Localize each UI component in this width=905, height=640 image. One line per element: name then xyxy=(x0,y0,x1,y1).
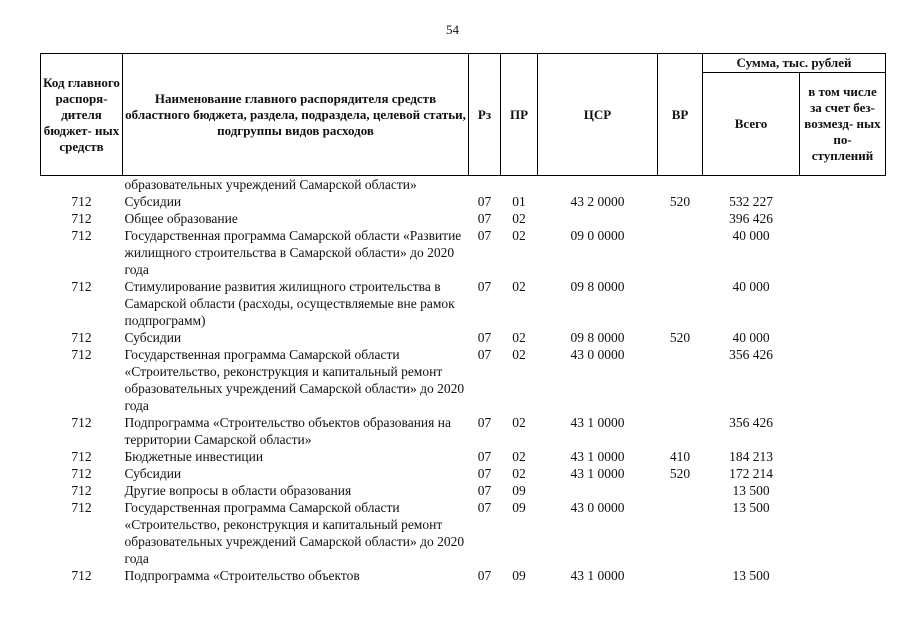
budget-table xyxy=(40,53,886,584)
cell-total: 396 426 xyxy=(729,211,773,226)
page-number: 54 xyxy=(446,22,459,37)
col-header-pr: ПР xyxy=(501,54,538,176)
cell-csr xyxy=(538,210,658,227)
cell-name: Другие вопросы в области образования xyxy=(124,483,352,498)
cell-rz: 07 xyxy=(477,194,492,209)
cell-total: 40 000 xyxy=(732,330,770,345)
cell-name: Государственная программа Самарской области «Строительство, реконструкция и капитальный ремонт образовательных учреждений Самарской области» до 2020 года xyxy=(124,347,465,413)
cell-name: Государственная программа Самарской области «Развитие жилищного строительства в Самарской области» до 2020 года xyxy=(124,228,462,277)
table-row xyxy=(41,567,886,584)
table-row xyxy=(41,448,886,465)
cell-incl xyxy=(800,499,886,567)
cell-vr: 520 xyxy=(669,194,691,209)
cell-incl xyxy=(800,482,886,499)
cell-vr xyxy=(658,176,703,194)
cell-vr xyxy=(658,499,703,567)
table-row xyxy=(41,176,886,194)
cell-incl xyxy=(800,567,886,584)
cell-total: 356 426 xyxy=(729,415,773,430)
col-header-rz: Рз xyxy=(469,54,501,176)
cell-total: 356 426 xyxy=(729,347,773,362)
cell-csr: 43 2 0000 xyxy=(570,194,625,209)
cell-code: 712 xyxy=(71,500,92,515)
cell-csr: 43 1 0000 xyxy=(570,466,625,481)
cell-rz: 07 xyxy=(477,483,492,498)
cell-total: 532 227 xyxy=(729,194,773,209)
cell-code: 712 xyxy=(71,449,92,464)
table-row xyxy=(41,414,886,448)
cell-pr: 09 xyxy=(512,483,526,498)
cell-pr: 02 xyxy=(512,211,526,226)
cell-rz: 07 xyxy=(477,211,492,226)
cell-code: 712 xyxy=(71,330,92,345)
cell-rz: 07 xyxy=(477,466,492,481)
cell-name: Субсидии xyxy=(124,466,182,481)
cell-name: Подпрограмма «Строительство объектов образования на территории Самарской области» xyxy=(124,415,451,447)
cell-code: 712 xyxy=(71,483,92,498)
cell-pr: 02 xyxy=(512,466,526,481)
cell-name: Субсидии xyxy=(124,194,182,209)
cell-total: 184 213 xyxy=(729,449,773,464)
cell-name: Подпрограмма «Строительство объектов xyxy=(124,568,360,583)
cell-incl xyxy=(800,278,886,329)
cell-vr xyxy=(658,567,703,584)
table-row xyxy=(41,227,886,278)
table-row xyxy=(41,499,886,567)
cell-pr xyxy=(501,176,538,194)
cell-vr xyxy=(658,278,703,329)
cell-pr: 09 xyxy=(512,500,526,515)
cell-total: 40 000 xyxy=(732,228,770,243)
cell-code: 712 xyxy=(71,279,92,294)
cell-incl xyxy=(800,176,886,194)
cell-vr xyxy=(658,414,703,448)
cell-code: 712 xyxy=(71,194,92,209)
cell-incl xyxy=(800,448,886,465)
cell-pr: 09 xyxy=(512,568,526,583)
cell-csr: 43 1 0000 xyxy=(570,568,625,583)
col-header-name: Наименование главного распорядителя средств областного бюджета, раздела, подраздела, целевой статьи, подгруппы видов расходов xyxy=(123,54,469,176)
cell-csr: 43 1 0000 xyxy=(570,449,625,464)
cell-vr xyxy=(658,227,703,278)
cell-rz: 07 xyxy=(477,449,492,464)
cell-rz: 07 xyxy=(477,415,492,430)
cell-incl xyxy=(800,465,886,482)
cell-csr: 09 8 0000 xyxy=(570,279,625,294)
table-body xyxy=(41,176,886,585)
cell-code: 712 xyxy=(71,415,92,430)
cell-rz xyxy=(469,176,501,194)
cell-rz: 07 xyxy=(477,279,492,294)
cell-total: 13 500 xyxy=(732,568,770,583)
cell-vr xyxy=(658,346,703,414)
cell-code: 712 xyxy=(71,347,92,362)
col-header-csr: ЦСР xyxy=(538,54,658,176)
table-row xyxy=(41,278,886,329)
cell-csr xyxy=(538,482,658,499)
cell-incl xyxy=(800,227,886,278)
cell-rz: 07 xyxy=(477,568,492,583)
cell-incl xyxy=(800,414,886,448)
col-header-vr: ВР xyxy=(658,54,703,176)
table-row xyxy=(41,465,886,482)
header-row-top xyxy=(41,54,886,73)
cell-code: 712 xyxy=(71,228,92,243)
col-header-incl: в том числе за счет без- возмезд- ных по- ступлений xyxy=(800,73,886,176)
cell-pr: 02 xyxy=(512,449,526,464)
table-row xyxy=(41,193,886,210)
cell-csr xyxy=(538,176,658,194)
cell-rz: 07 xyxy=(477,347,492,362)
table-row xyxy=(41,329,886,346)
cell-code: 712 xyxy=(71,466,92,481)
cell-incl xyxy=(800,193,886,210)
cell-pr: 01 xyxy=(512,194,526,209)
cell-total: 172 214 xyxy=(729,466,773,481)
cell-incl xyxy=(800,346,886,414)
cell-name: образовательных учреждений Самарской области» xyxy=(124,177,417,192)
cell-code xyxy=(41,176,123,194)
cell-pr: 02 xyxy=(512,330,526,345)
cell-name: Субсидии xyxy=(124,330,182,345)
table-row xyxy=(41,482,886,499)
col-header-total: Всего xyxy=(703,73,800,176)
cell-pr: 02 xyxy=(512,347,526,362)
cell-rz: 07 xyxy=(477,228,492,243)
cell-pr: 02 xyxy=(512,228,526,243)
cell-name: Бюджетные инвестиции xyxy=(124,449,264,464)
cell-pr: 02 xyxy=(512,415,526,430)
col-header-code: Код главного распоря- дителя бюджет- ных средств xyxy=(41,54,123,176)
cell-vr: 520 xyxy=(669,330,691,345)
cell-code: 712 xyxy=(71,568,92,583)
cell-csr: 09 8 0000 xyxy=(570,330,625,345)
cell-rz: 07 xyxy=(477,330,492,345)
cell-csr: 09 0 0000 xyxy=(570,228,625,243)
cell-name: Государственная программа Самарской области «Строительство, реконструкция и капитальный ремонт образовательных учреждений Самарской области» до 2020 года xyxy=(124,500,465,566)
table-row xyxy=(41,346,886,414)
cell-rz: 07 xyxy=(477,500,492,515)
cell-total xyxy=(703,176,800,194)
cell-csr: 43 1 0000 xyxy=(570,415,625,430)
table-row xyxy=(41,210,886,227)
cell-vr xyxy=(658,482,703,499)
cell-total: 13 500 xyxy=(732,500,770,515)
cell-csr: 43 0 0000 xyxy=(570,347,625,362)
cell-csr: 43 0 0000 xyxy=(570,500,625,515)
cell-name: Общее образование xyxy=(124,211,238,226)
cell-vr xyxy=(658,210,703,227)
cell-incl xyxy=(800,210,886,227)
cell-vr: 520 xyxy=(669,466,691,481)
cell-pr: 02 xyxy=(512,279,526,294)
col-header-sum-group: Сумма, тыс. рублей xyxy=(703,54,886,73)
cell-name: Стимулирование развития жилищного строительства в Самарской области (расходы, осуществляемые вне рамок подпрограмм) xyxy=(124,279,455,328)
cell-vr: 410 xyxy=(669,449,691,464)
cell-total: 40 000 xyxy=(732,279,770,294)
cell-code: 712 xyxy=(71,211,92,226)
cell-total: 13 500 xyxy=(732,483,770,498)
cell-incl xyxy=(800,329,886,346)
